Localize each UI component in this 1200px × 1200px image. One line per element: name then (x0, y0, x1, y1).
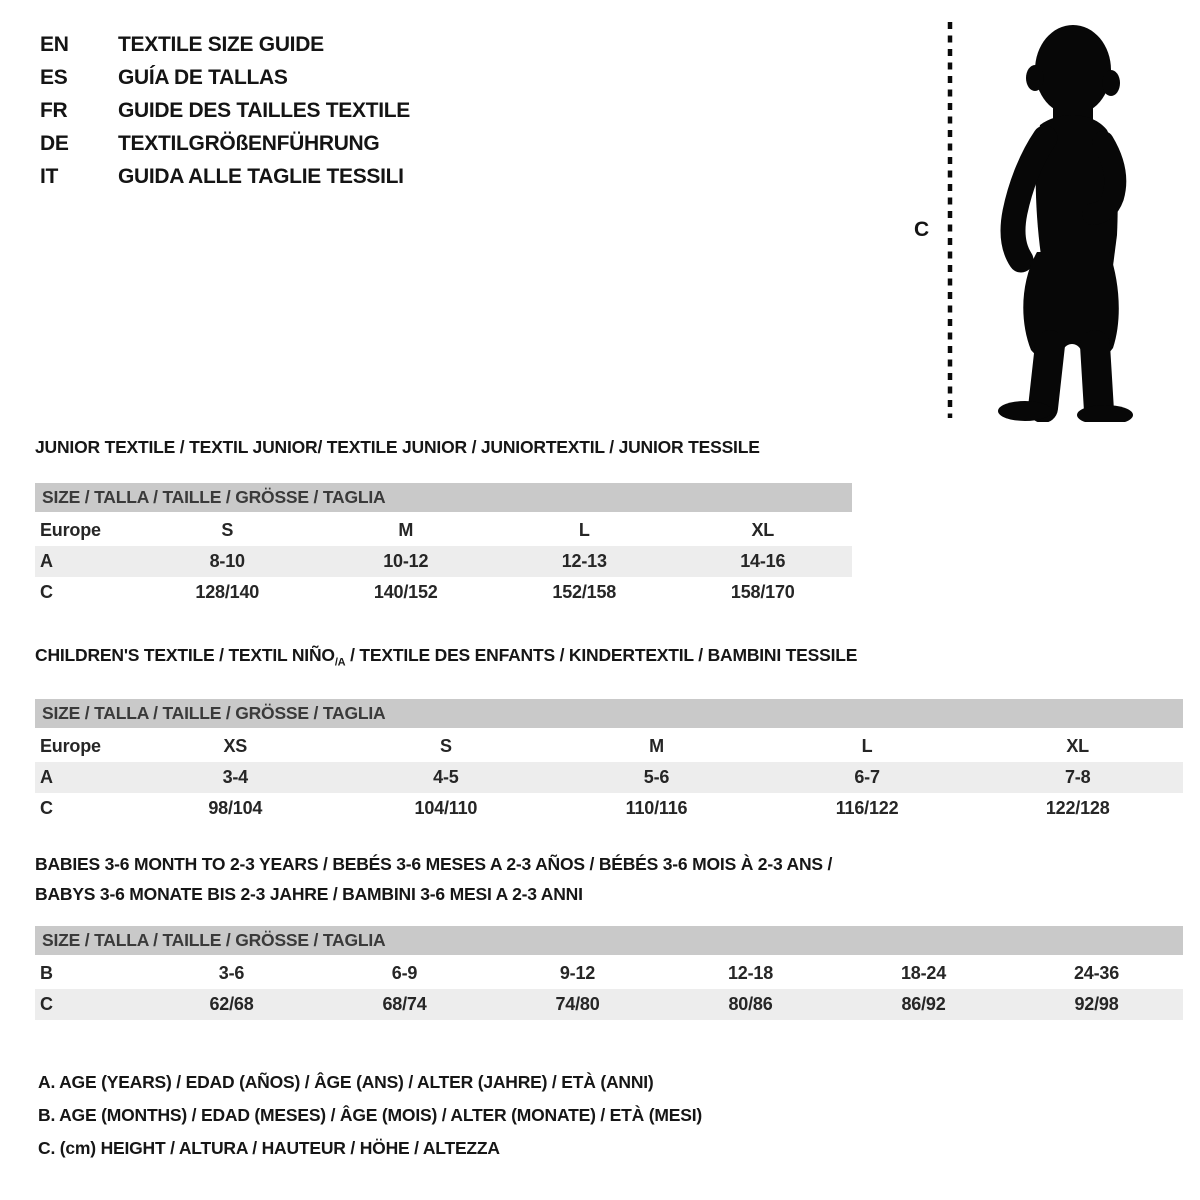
row-label: A (35, 762, 130, 793)
cell: 9-12 (559, 963, 596, 983)
cell: 12-13 (495, 546, 674, 577)
cell: 158/170 (730, 582, 795, 602)
cell: 140/152 (373, 582, 438, 602)
cell: 5-6 (551, 762, 762, 793)
table-row (35, 731, 1183, 762)
cell: XL (751, 520, 775, 540)
babies-title-line2: BABYS 3-6 MONATE BIS 2-3 JAHRE / BAMBINI 3-6 MESI A 2-3 ANNI (35, 884, 583, 904)
lang-code-de: DE (40, 131, 69, 155)
lang-title-it: GUIDA ALLE TAGLIE TESSILI (118, 164, 404, 188)
lang-title-fr: GUIDE DES TAILLES TEXTILE (118, 98, 410, 122)
cell: 4-5 (341, 762, 552, 793)
table-row (35, 762, 1183, 793)
children-title-sub: /A (334, 656, 346, 669)
table-row (35, 577, 852, 608)
cell: L (578, 520, 590, 540)
cell: 12-18 (727, 963, 774, 983)
cell: L (861, 735, 873, 756)
cell: 3-4 (130, 762, 341, 793)
cell: M (398, 520, 414, 540)
cell: 110/116 (625, 797, 688, 818)
legend-line-b: B. AGE (MONTHS) / EDAD (MESES) / ÂGE (MOIS) / ALTER (MONATE) / ETÀ (MESI) (38, 1105, 702, 1125)
language-title-list (40, 28, 410, 193)
cell: M (649, 735, 664, 756)
babies-size-header-bar: SIZE / TALLA / TAILLE / GRÖSSE / TAGLIA (35, 926, 1183, 955)
row-label: Europe (40, 735, 101, 756)
children-section-title (35, 645, 1183, 673)
lang-code-en: EN (40, 32, 69, 56)
junior-size-table (35, 515, 852, 608)
cell: 18-24 (900, 963, 947, 983)
row-label: C (40, 797, 53, 818)
cell: 10-12 (317, 546, 496, 577)
lang-title-es: GUÍA DE TALLAS (118, 65, 288, 89)
toddler-silhouette-icon (940, 20, 1150, 422)
table-row (35, 793, 1183, 824)
lang-title-de: TEXTILGRÖßENFÜHRUNG (118, 131, 380, 155)
cell: 6-9 (391, 963, 418, 983)
lang-title-en: TEXTILE SIZE GUIDE (118, 32, 324, 56)
cell: 98/104 (208, 797, 263, 818)
babies-title-line1: BABIES 3-6 MONTH TO 2-3 YEARS / BEBÉS 3-6 MESES A 2-3 AÑOS / BÉBÉS 3-6 MOIS À 2-3 ANS / (35, 854, 833, 874)
cell: 7-8 (972, 762, 1183, 793)
junior-section-title: JUNIOR TEXTILE / TEXTIL JUNIOR/ TEXTILE JUNIOR / JUNIORTEXTIL / JUNIOR TESSILE (35, 437, 760, 457)
children-textile-section (35, 645, 1183, 824)
row-label: A (35, 546, 138, 577)
lang-row-en (40, 28, 410, 61)
cell: 62/68 (145, 989, 318, 1020)
children-title-suffix: / TEXTILE DES ENFANTS / KINDERTEXTIL / BAMBINI TESSILE (345, 645, 858, 665)
lang-code-it: IT (40, 164, 59, 188)
cell: 3-6 (218, 963, 245, 983)
lang-row-es (40, 61, 410, 94)
table-row (35, 515, 852, 546)
lang-code-es: ES (40, 65, 68, 89)
cell: 8-10 (138, 546, 317, 577)
babies-section-title (35, 849, 1183, 909)
children-size-table (35, 731, 1183, 824)
cell: 74/80 (491, 989, 664, 1020)
dimension-legend (38, 1066, 702, 1165)
cell: 92/98 (1010, 989, 1183, 1020)
table-row (35, 989, 1183, 1020)
row-label: Europe (40, 520, 101, 540)
cell: S (439, 735, 452, 756)
cell: 24-36 (1073, 963, 1120, 983)
row-label: C (35, 989, 145, 1020)
cell: 14-16 (674, 546, 853, 577)
children-title-prefix: CHILDREN'S TEXTILE / TEXTIL NIÑO (35, 645, 335, 665)
cell: XS (223, 735, 248, 756)
cell: S (221, 520, 234, 540)
cell: 80/86 (664, 989, 837, 1020)
cell: XL (1066, 735, 1089, 756)
height-figure (912, 20, 1182, 425)
cell: 68/74 (318, 989, 491, 1020)
height-dimension-label: C (914, 218, 930, 241)
table-row (35, 958, 1183, 989)
cell: 122/128 (1045, 797, 1110, 818)
legend-line-c: C. (cm) HEIGHT / ALTURA / HAUTEUR / HÖHE / ALTEZZA (38, 1138, 500, 1158)
legend-line-a: A. AGE (YEARS) / EDAD (AÑOS) / ÂGE (ANS) / ALTER (JAHRE) / ETÀ (ANNI) (38, 1072, 654, 1092)
cell: 86/92 (837, 989, 1010, 1020)
toddler-silhouette-shape (998, 25, 1133, 422)
cell: 104/110 (414, 797, 478, 818)
cell: 128/140 (195, 582, 260, 602)
lang-row-it (40, 160, 410, 193)
lang-code-fr: FR (40, 98, 68, 122)
lang-row-fr (40, 94, 410, 127)
cell: 6-7 (762, 762, 973, 793)
cell: 152/158 (552, 582, 617, 602)
babies-size-table (35, 958, 1183, 1020)
row-label: C (40, 582, 53, 602)
table-row (35, 546, 852, 577)
children-size-header-bar: SIZE / TALLA / TAILLE / GRÖSSE / TAGLIA (35, 699, 1183, 728)
babies-textile-section (35, 849, 1183, 1020)
junior-textile-section (35, 437, 852, 608)
cell: 116/122 (835, 797, 899, 818)
junior-size-header-bar: SIZE / TALLA / TAILLE / GRÖSSE / TAGLIA (35, 483, 852, 512)
lang-row-de (40, 127, 410, 160)
row-label: B (40, 963, 53, 983)
